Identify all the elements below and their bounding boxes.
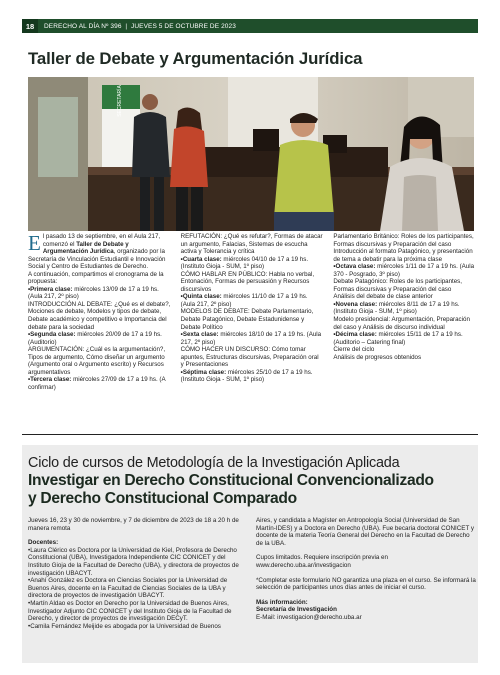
class-topic-5: MODELOS DE DEBATE: Debate Parlamentario, Debate Patagónico, Debate Estadunidense y Debate Político xyxy=(180,308,314,331)
article-column-1 xyxy=(28,233,171,429)
article-body xyxy=(28,233,476,429)
class-topic-10: Cierre del ciclo xyxy=(333,346,375,354)
article-column-2 xyxy=(181,233,324,429)
class-topic-9: Modelo presidencial: Argumentación, Preparación del caso y Análisis de discurso individual xyxy=(333,316,470,331)
class-topic-3: REFUTACIÓN: ¿Qué es refutar?, Formas de atacar un argumento, Falacias, Sistemas de escucha activa y Tolerancia y crítica xyxy=(180,233,323,256)
dropcap: E xyxy=(28,231,41,255)
office-name: Secretaría de Investigación xyxy=(256,606,337,614)
page-number: 18 xyxy=(22,19,38,33)
class-topic-7b: Introducción al formato Patagónico, y presentación de tema a debatir para la próxima clase xyxy=(333,248,473,263)
article-lead: A continuación, compartimos el cronograma de la propuesta: xyxy=(28,270,164,286)
teacher-3: •Martín Aldao es Doctor en Derecho por la Universidad de Buenos Aires, Investigador Adjunto CIC CONICET y del Instituto Gioja de la Facultad de Derecho, y director de proyectos de investigación DECyT. xyxy=(28,599,232,623)
class-item-3: •Tercera clase: miércoles 27/09 de 17 a 19 hs. (A confirmar) xyxy=(28,376,166,391)
article-column-3 xyxy=(333,233,476,429)
course-panel xyxy=(22,445,478,663)
header-info xyxy=(38,23,236,30)
banner-text: SECRETARÍA xyxy=(117,85,123,117)
article-photo xyxy=(28,77,474,231)
class-item-8: •Octava clase: miércoles 1/11 de 17 a 19 hs. (Aula 370 - Posgrado, 3º piso) xyxy=(333,263,475,278)
class-item-7: •Séptima clase: miércoles 25/10 de 17 a 19 hs. (Instituto Gioja - SUM, 1º piso) xyxy=(180,368,313,384)
class-topic-7: Parlamentario Británico: Roles de los participantes, Formas discursivas y Preparación del caso xyxy=(333,233,474,248)
page-header-bar xyxy=(22,19,478,33)
contact-email: E-Mail: investigacion@derecho.uba.ar xyxy=(256,613,362,621)
registration-text: Cupos limitados. Requiere inscripción previa en www.derecho.uba.ar/investigacion xyxy=(256,554,389,569)
issue-date: JUEVES 5 DE OCTUBRE DE 2023 xyxy=(131,22,236,30)
class-topic-4: CÓMO HABLAR EN PÚBLICO: Habla no verbal, Entonación, Formas de persuasión y Recursos discursivos xyxy=(180,270,315,293)
class-topic-10b: Análisis de progresos obtenidos xyxy=(333,353,422,361)
course-column-left xyxy=(28,517,248,630)
course-title-line-1: Investigar en Derecho Constitucional Convencionalizado xyxy=(28,472,434,489)
course-title-line-2: y Derecho Constitucional Comparado xyxy=(28,490,297,507)
class-topic-6: CÓMO HACER UN DISCURSO: Cómo tomar apuntes, Estructuras discursivas, Preparación oral y Presentaciones xyxy=(180,346,319,369)
article-title: Taller de Debate y Argumentación Jurídica xyxy=(28,49,363,68)
class-item-4: •Cuarta clase: miércoles 04/10 de 17 a 19 hs. (Instituto Gioja - SUM, 1º piso) xyxy=(180,255,309,271)
header-separator: | xyxy=(123,22,130,30)
class-item-1: •Primera clase: miércoles 13/09 de 17 a 19 hs. (Aula 217, 2º piso) xyxy=(28,285,159,301)
class-item-5: •Quinta clase: miércoles 11/10 de 17 a 19 hs. (Aula 217, 2º piso) xyxy=(180,293,308,308)
publication-name: DERECHO AL DÍA Nº 396 xyxy=(44,22,122,30)
course-schedule: Jueves 16, 23 y 30 de noviembre, y 7 de diciembre de 2023 de 18 a 20 h de manera remota xyxy=(28,517,239,532)
course-column-right xyxy=(256,517,476,622)
registration-note: *Completar este formulario NO garantiza una plaza en el curso. Se informará la selección de participantes unos días antes de iniciar el curso. xyxy=(256,576,476,592)
teacher-4: •Camila Fernández Meijide es abogada por la Universidad de Buenos xyxy=(28,622,221,630)
section-divider xyxy=(22,434,478,435)
article-intro: El pasado 13 de septiembre, en el Aula 217, comenzó el Taller de Debate y Argumentación Jurídica, organizado por la Secretaría de Vinculación Estudiantil e Innovación Social y Centro de Estudiantes de Derecho. xyxy=(28,231,166,271)
class-topic-1: INTRODUCCIÓN AL DEBATE: ¿Qué es el debate?, Mociones de debate, Modelos y tipos de debate, Debate académico y competitivo e Importancia del debate para la sociedad xyxy=(28,300,171,331)
course-subtitle: Ciclo de cursos de Metodología de la Investigación Aplicada xyxy=(28,455,400,471)
teachers-heading: Docentes: xyxy=(28,539,59,547)
class-item-9: •Novena clase: miércoles 8/11 de 17 a 19 hs. (Instituto Gioja - SUM, 1º piso) xyxy=(333,300,460,316)
class-item-6: •Sexta clase: miércoles 18/10 de 17 a 19 hs. (Aula 217, 2º piso) xyxy=(180,331,322,346)
teacher-4-continued: Aires, y candidata a Magíster en Antropología Social (Universidad de San Martín-IDES) y a Doctora en Derecho (UBA). Fue becaria doctoral CONICET y docente de la materia Teoría General del Derecho en la Facultad de Derecho de la UBA. xyxy=(256,517,475,547)
class-topic-2: ARGUMENTACIÓN: ¿Cuál es la argumentación?, Tipos de argumento, Cómo diseñar un argumento (Argumento oral o Argumento escrito) y Recursos argumentativos xyxy=(28,346,166,376)
teacher-1: •Laura Clérico es Doctora por la Universidad de Kiel, Profesora de Derecho Constitucional (UBA), Investigadora Independiente CIC CONICET y del Instituto Gioja de la Facultad de Derecho (UBA), y directora de proyectos de investigación UBACYT. xyxy=(28,546,239,577)
info-heading: Más información: xyxy=(256,598,308,606)
class-item-2: •Segunda clase: miércoles 20/09 de 17 a 19 hs. (Auditorio) xyxy=(28,331,162,346)
class-item-10: •Décima clase: miércoles 15/11 de 17 a 19 hs. (Auditorio – Catering final) xyxy=(333,331,463,346)
teacher-2: •Anahí González es Doctora en Ciencias Sociales por la Universidad de Buenos Aires, docente en la Facultad de Ciencias Sociales de la UBA y directora de proyectos de investigación UBACYT. xyxy=(28,577,228,600)
class-topic-8b: Análisis del debate de clase anterior xyxy=(333,293,433,301)
class-topic-8: Debate Patagónico: Roles de los participantes, Formas discursivas y Preparación del caso xyxy=(333,278,462,293)
